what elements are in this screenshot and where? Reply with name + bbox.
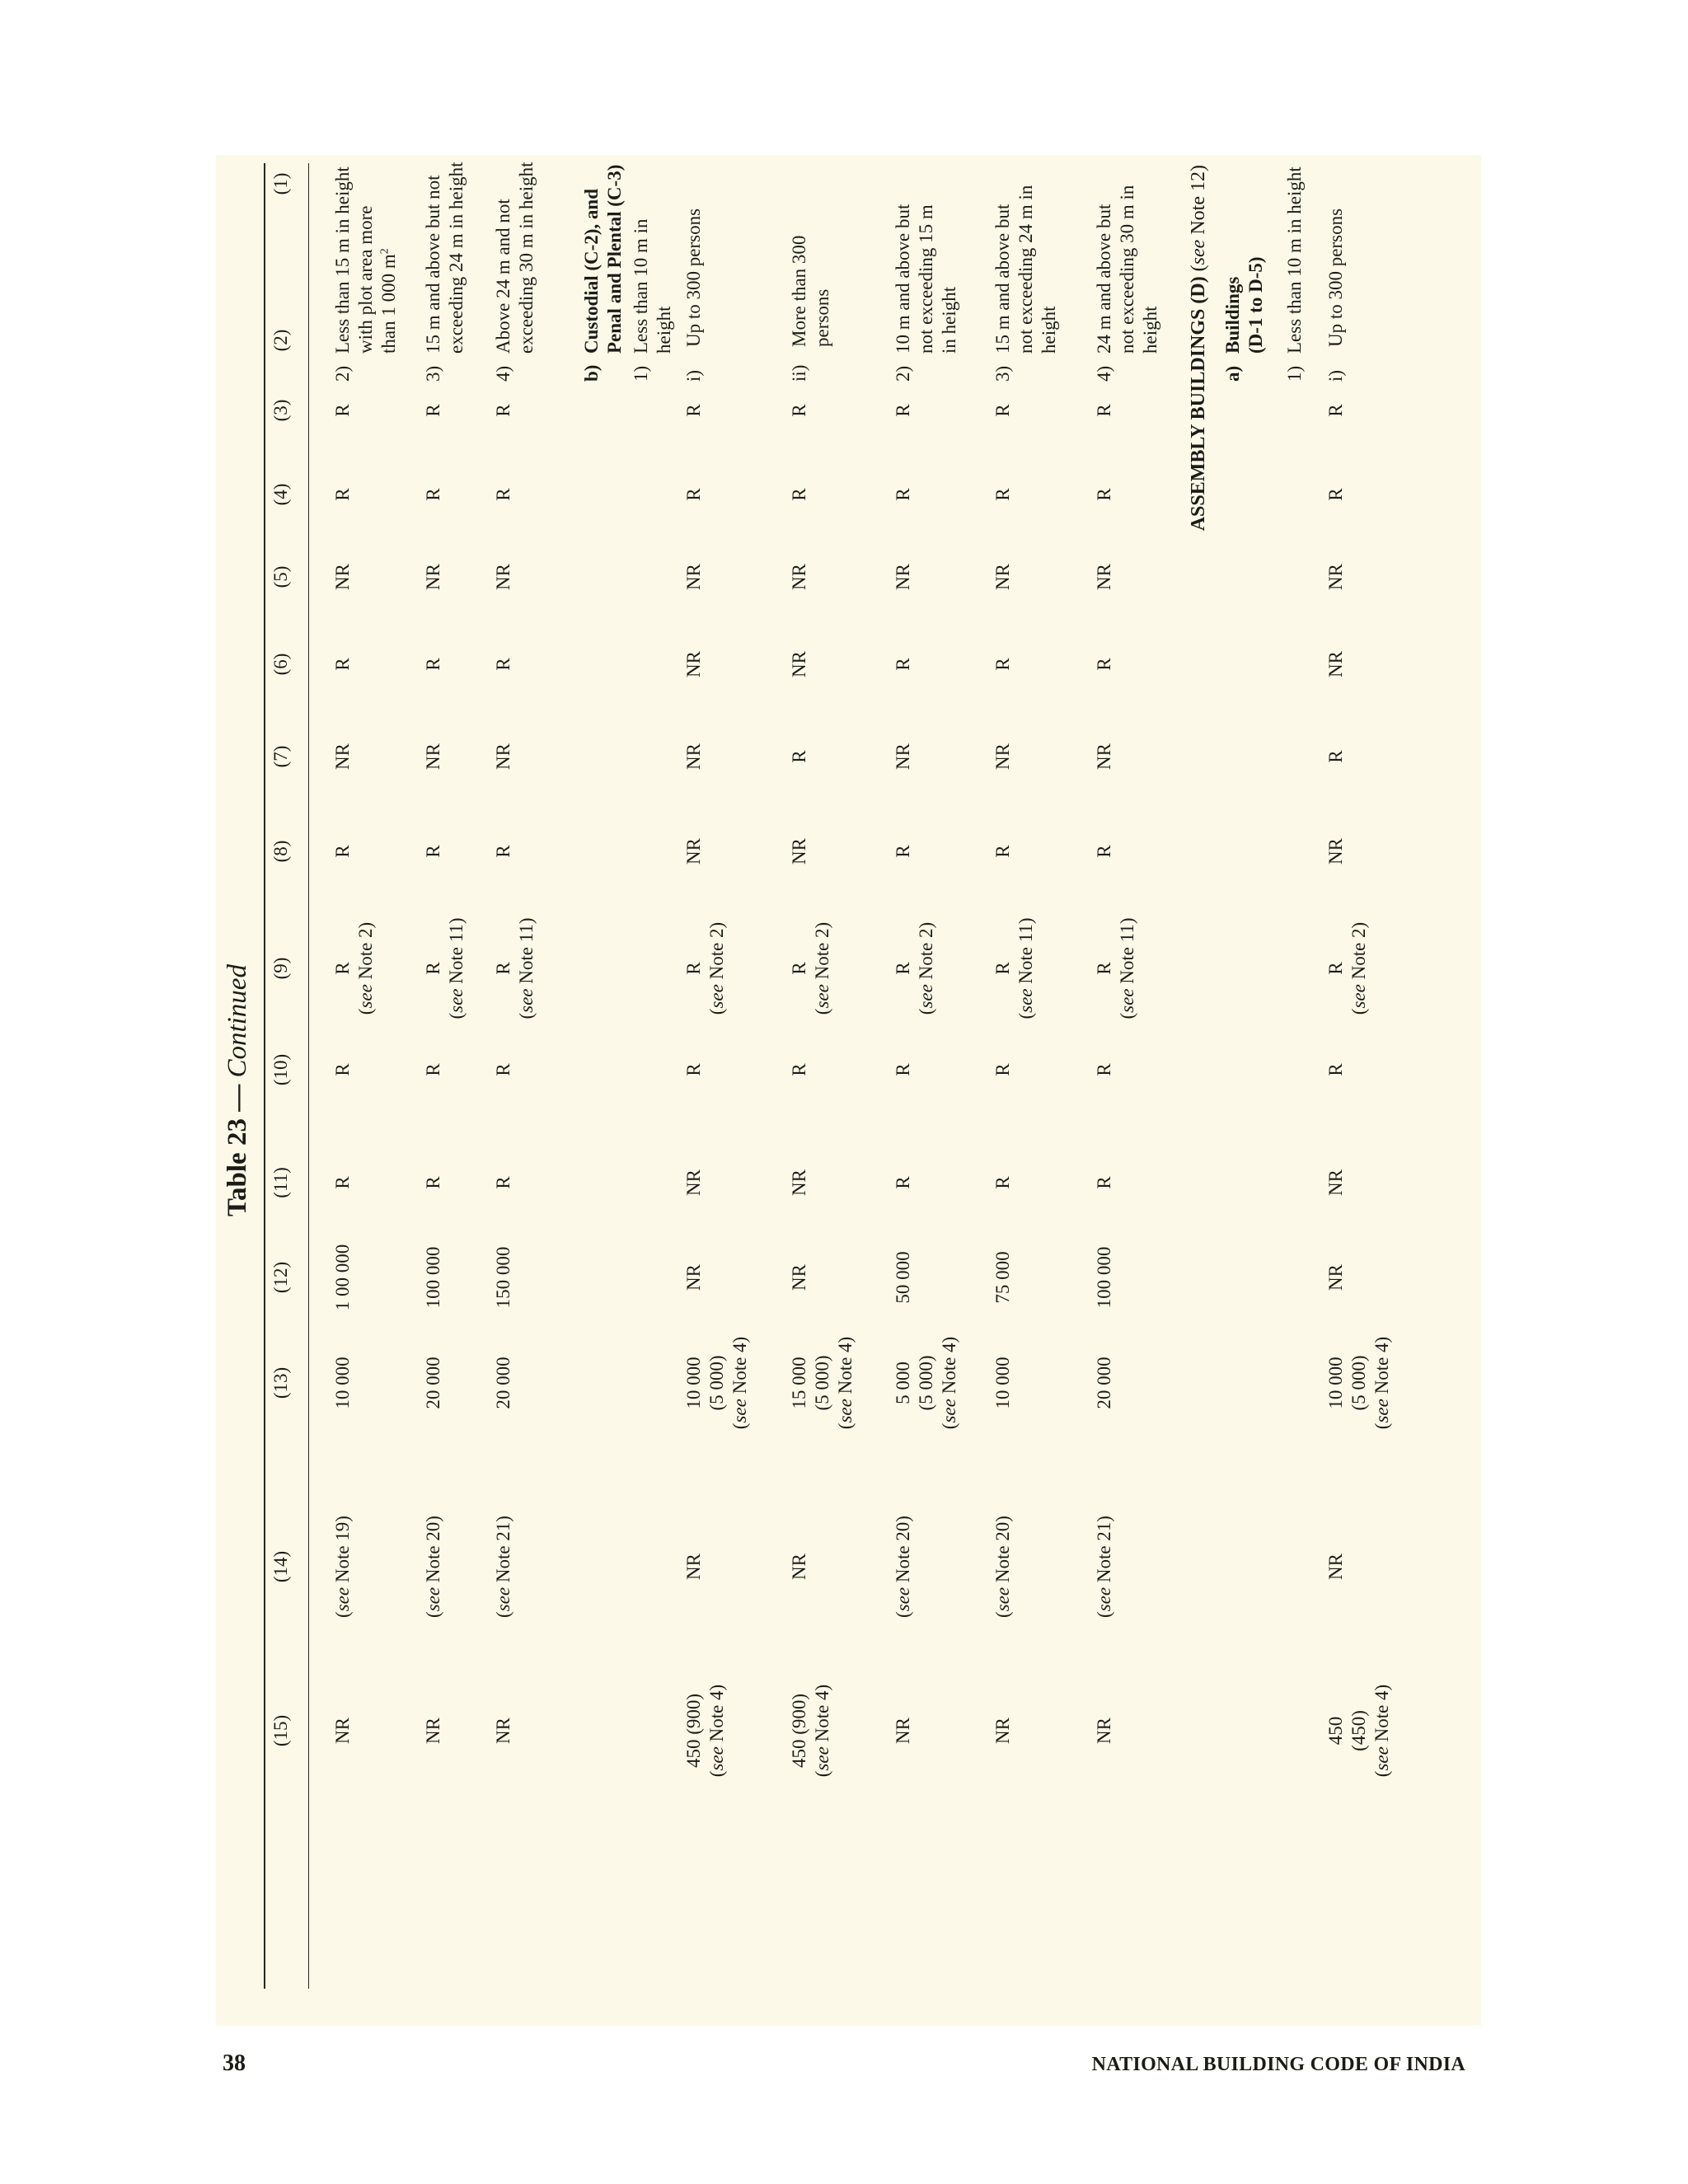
table-cell: R (see Note 2): [893, 921, 936, 1015]
table-cell: NR: [423, 743, 443, 770]
column-header: (2): [270, 329, 291, 352]
table-cell: R: [789, 1063, 809, 1076]
table-cell: 10 000: [992, 1357, 1013, 1409]
page-number: 38: [223, 2050, 246, 2076]
table-cell: R: [893, 658, 913, 671]
table-cell: R: [423, 658, 443, 671]
table-cell: NR: [683, 1554, 704, 1580]
table-cell: R (see Note 2): [332, 921, 376, 1015]
table-cell: NR: [1094, 564, 1114, 590]
table-cell: R: [493, 845, 513, 858]
table-cell: 100 000: [1094, 1246, 1114, 1309]
table-cell: R: [893, 1063, 913, 1076]
table-cell: R: [893, 404, 913, 417]
column-header: (1): [270, 172, 291, 195]
table-cell: 450 (900) (see Note 4): [789, 1684, 832, 1778]
column-header: (8): [270, 840, 291, 863]
table-cell: (see Note 20): [893, 1516, 913, 1618]
table-cell: R: [423, 845, 443, 858]
table-cell: R: [789, 750, 809, 763]
table-cell: (see Note 20): [423, 1516, 443, 1618]
table-cell: NR: [493, 1718, 513, 1744]
table-cell: 20 000: [423, 1357, 443, 1409]
table-cell: NR: [332, 564, 353, 590]
column-header: (14): [270, 1550, 291, 1583]
table-cell: NR: [893, 743, 913, 770]
table-cell: R: [893, 1176, 913, 1189]
table-cell: NR: [1325, 651, 1346, 677]
table-cell: R: [332, 1063, 353, 1076]
table-cell: R: [992, 1063, 1013, 1076]
table-cell: R: [332, 488, 353, 501]
table-cell: R: [332, 404, 353, 417]
table-cell: R: [992, 1176, 1013, 1189]
table-cell: R: [683, 1063, 704, 1076]
table-cell: 20 000: [493, 1357, 513, 1409]
table-cell: R: [992, 658, 1013, 671]
table-cell: 1 00 000: [332, 1244, 353, 1311]
table-cell: NR: [789, 1554, 809, 1580]
table-cell: NR: [992, 1718, 1013, 1744]
rotated-table: Table 23 — Continued (1) (2) (3) (4) (5) (6) (7) (8) (9) (10) (11) (12) (13) (14) (15) 2) Less than 15 m in height with plot area more than 1 000 $m^2$ R R NR R NR R R (see Note 2) R R 1 00 000 10 000 (see Note 19) NR 3) 15 m and above but not exceeding 24 m in height R R NR R NR R R (see Note 11) R R 100 000 20 000 (see Note 20) NR 4) Above 24 m and not exceeding 30 m in height R R NR R NR R R (see Note 11) R R 150 000 20 000 (see Note 21) NR b) Custodial (C-2), and Penal and Plental (C-3) 1) Less than 10 m in height i) Up to 300 persons R R NR NR NR NR R (see Note 2) R NR NR 10 000 (5 000) (see Note 4) NR 450 (900) (see Note 4) ii) More than 300 persons R R NR NR R NR R (see Note 2) R NR NR 15 000 (5 000) (see Note 4) NR 450 (900) (see Note 4) 2) 10 m and above but not exceeding 15 m in height R R NR R NR R R (see Note 2) R R 50 000 5 000 (5 000) (see Note 4) (see Note 20) NR 3) 15 m and above but not exceeding 24 m in height R R NR R NR R R (see Note 11) R R 75 000 10 000 (see Note 20) NR 4) 24 m and above but not exceeding 30 m in height R R NR R NR R R (see Note 11) R R 100 000 20 000 (see Note 21) NR ASSEMBLY BUILDINGS (D) (see Note 12) a) Buildings (D-1 to D-5) 1) Less than 10 m in height i) Up to 300 persons R R NR NR R NR R (see Note 2) R NR NR 10 000 (5 000) (see Note 4) NR 450 (450) (see Note 4): [216, 155, 1481, 2026]
table-cell: R: [789, 488, 809, 501]
column-header: (15): [270, 1714, 291, 1747]
column-header: (9): [270, 957, 291, 980]
table-cell: 10 000 (5 000) (see Note 4): [1325, 1336, 1392, 1430]
table-cell: R (see Note 2): [1325, 921, 1369, 1015]
table-cell: NR: [683, 1264, 704, 1291]
column-header: (13): [270, 1366, 291, 1399]
column-header: (6): [270, 653, 291, 676]
table-cell: R (see Note 11): [493, 917, 537, 1019]
table-cell: R: [893, 488, 913, 501]
table-cell: NR: [1325, 1169, 1346, 1196]
table-cell: R: [1325, 488, 1346, 501]
table-cell: NR: [789, 1169, 809, 1196]
table-cell: R: [493, 1176, 513, 1189]
column-header: (12): [270, 1261, 291, 1294]
table-cell: R: [1325, 750, 1346, 763]
table-cell: R: [423, 404, 443, 417]
table-cell: R: [789, 404, 809, 417]
table-cell: R (see Note 2): [683, 921, 727, 1015]
table-cell: NR: [683, 564, 704, 590]
table-cell: R: [992, 845, 1013, 858]
table-cell: NR: [1325, 1554, 1346, 1580]
table-cell: R: [893, 845, 913, 858]
table-cell: (see Note 20): [992, 1516, 1013, 1618]
table-cell: R (see Note 2): [789, 921, 832, 1015]
table-cell: R: [1325, 1063, 1346, 1076]
table-cell: NR: [423, 1718, 443, 1744]
table-cell: NR: [789, 1264, 809, 1291]
column-header: (11): [270, 1167, 291, 1198]
column-header: (10): [270, 1053, 291, 1086]
section-heading: ASSEMBLY BUILDINGS (D) (see Note 12): [1188, 165, 1209, 532]
table-cell: NR: [332, 743, 353, 770]
table-cell: NR: [789, 564, 809, 590]
table-cell: (see Note 21): [493, 1516, 513, 1618]
table-cell: (see Note 21): [1094, 1516, 1114, 1618]
table-cell: R (see Note 11): [1094, 917, 1137, 1019]
table-cell: (see Note 19): [332, 1516, 353, 1618]
table-cell: R: [1325, 404, 1346, 417]
table-cell: NR: [683, 651, 704, 677]
table-cell: NR: [789, 838, 809, 865]
table-cell: 50 000: [893, 1251, 913, 1304]
table-cell: R (see Note 11): [423, 917, 467, 1019]
table-cell: NR: [493, 564, 513, 590]
table-cell: 100 000: [423, 1246, 443, 1309]
table-cell: 10 000 (5 000) (see Note 4): [683, 1336, 750, 1430]
table-cell: NR: [992, 743, 1013, 770]
table-cell: NR: [332, 1718, 353, 1744]
table-cell: NR: [683, 743, 704, 770]
header-rule: [308, 163, 309, 1989]
table-cell: R: [423, 1063, 443, 1076]
table-cell: 5 000 (5 000) (see Note 4): [893, 1336, 959, 1430]
table-cell: R: [493, 658, 513, 671]
table-cell: NR: [893, 1718, 913, 1744]
table-cell: NR: [789, 651, 809, 677]
table-cell: R: [332, 845, 353, 858]
table-cell: R: [493, 488, 513, 501]
table-cell: 450 (900) (see Note 4): [683, 1684, 727, 1778]
table-cell: NR: [1325, 838, 1346, 865]
table-cell: NR: [1325, 564, 1346, 590]
table-cell: R: [423, 488, 443, 501]
table-cell: R: [1094, 1063, 1114, 1076]
table-cell: R (see Note 11): [992, 917, 1036, 1019]
column-header: (3): [270, 399, 291, 422]
table-cell: R: [332, 1176, 353, 1189]
table-cell: NR: [1094, 743, 1114, 770]
table-cell: 20 000: [1094, 1357, 1114, 1409]
table-cell: R: [1094, 658, 1114, 671]
table-cell: R: [1094, 488, 1114, 501]
table-cell: NR: [893, 564, 913, 590]
table-cell: NR: [1325, 1264, 1346, 1291]
table-cell: R: [332, 658, 353, 671]
table-cell: 150 000: [493, 1246, 513, 1309]
table-cell: 10 000: [332, 1357, 353, 1409]
table-title: Table 23 — Continued: [223, 964, 252, 1216]
table-cell: NR: [683, 1169, 704, 1196]
table-cell: R: [1094, 845, 1114, 858]
table-cell: R: [683, 488, 704, 501]
table-cell: 450 (450) (see Note 4): [1325, 1684, 1392, 1778]
column-header: (7): [270, 745, 291, 768]
table-cell: NR: [1094, 1718, 1114, 1744]
table-cell: NR: [683, 838, 704, 865]
table-top-rule: [264, 163, 265, 1989]
column-header: (5): [270, 565, 291, 588]
footer-title: NATIONAL BUILDING CODE OF INDIA: [1091, 2054, 1465, 2075]
table-cell: R: [493, 404, 513, 417]
table-cell: R: [423, 1176, 443, 1189]
table-cell: NR: [493, 743, 513, 770]
table-cell: R: [493, 1063, 513, 1076]
table-cell: R: [1094, 404, 1114, 417]
column-header: (4): [270, 483, 291, 506]
table-cell: R: [992, 488, 1013, 501]
table-cell: NR: [992, 564, 1013, 590]
table-cell: NR: [423, 564, 443, 590]
table-cell: R: [1094, 1176, 1114, 1189]
table-cell: R: [683, 404, 704, 417]
table-cell: 75 000: [992, 1251, 1013, 1304]
table-cell: 15 000 (5 000) (see Note 4): [789, 1336, 856, 1430]
table-cell: R: [992, 404, 1013, 417]
